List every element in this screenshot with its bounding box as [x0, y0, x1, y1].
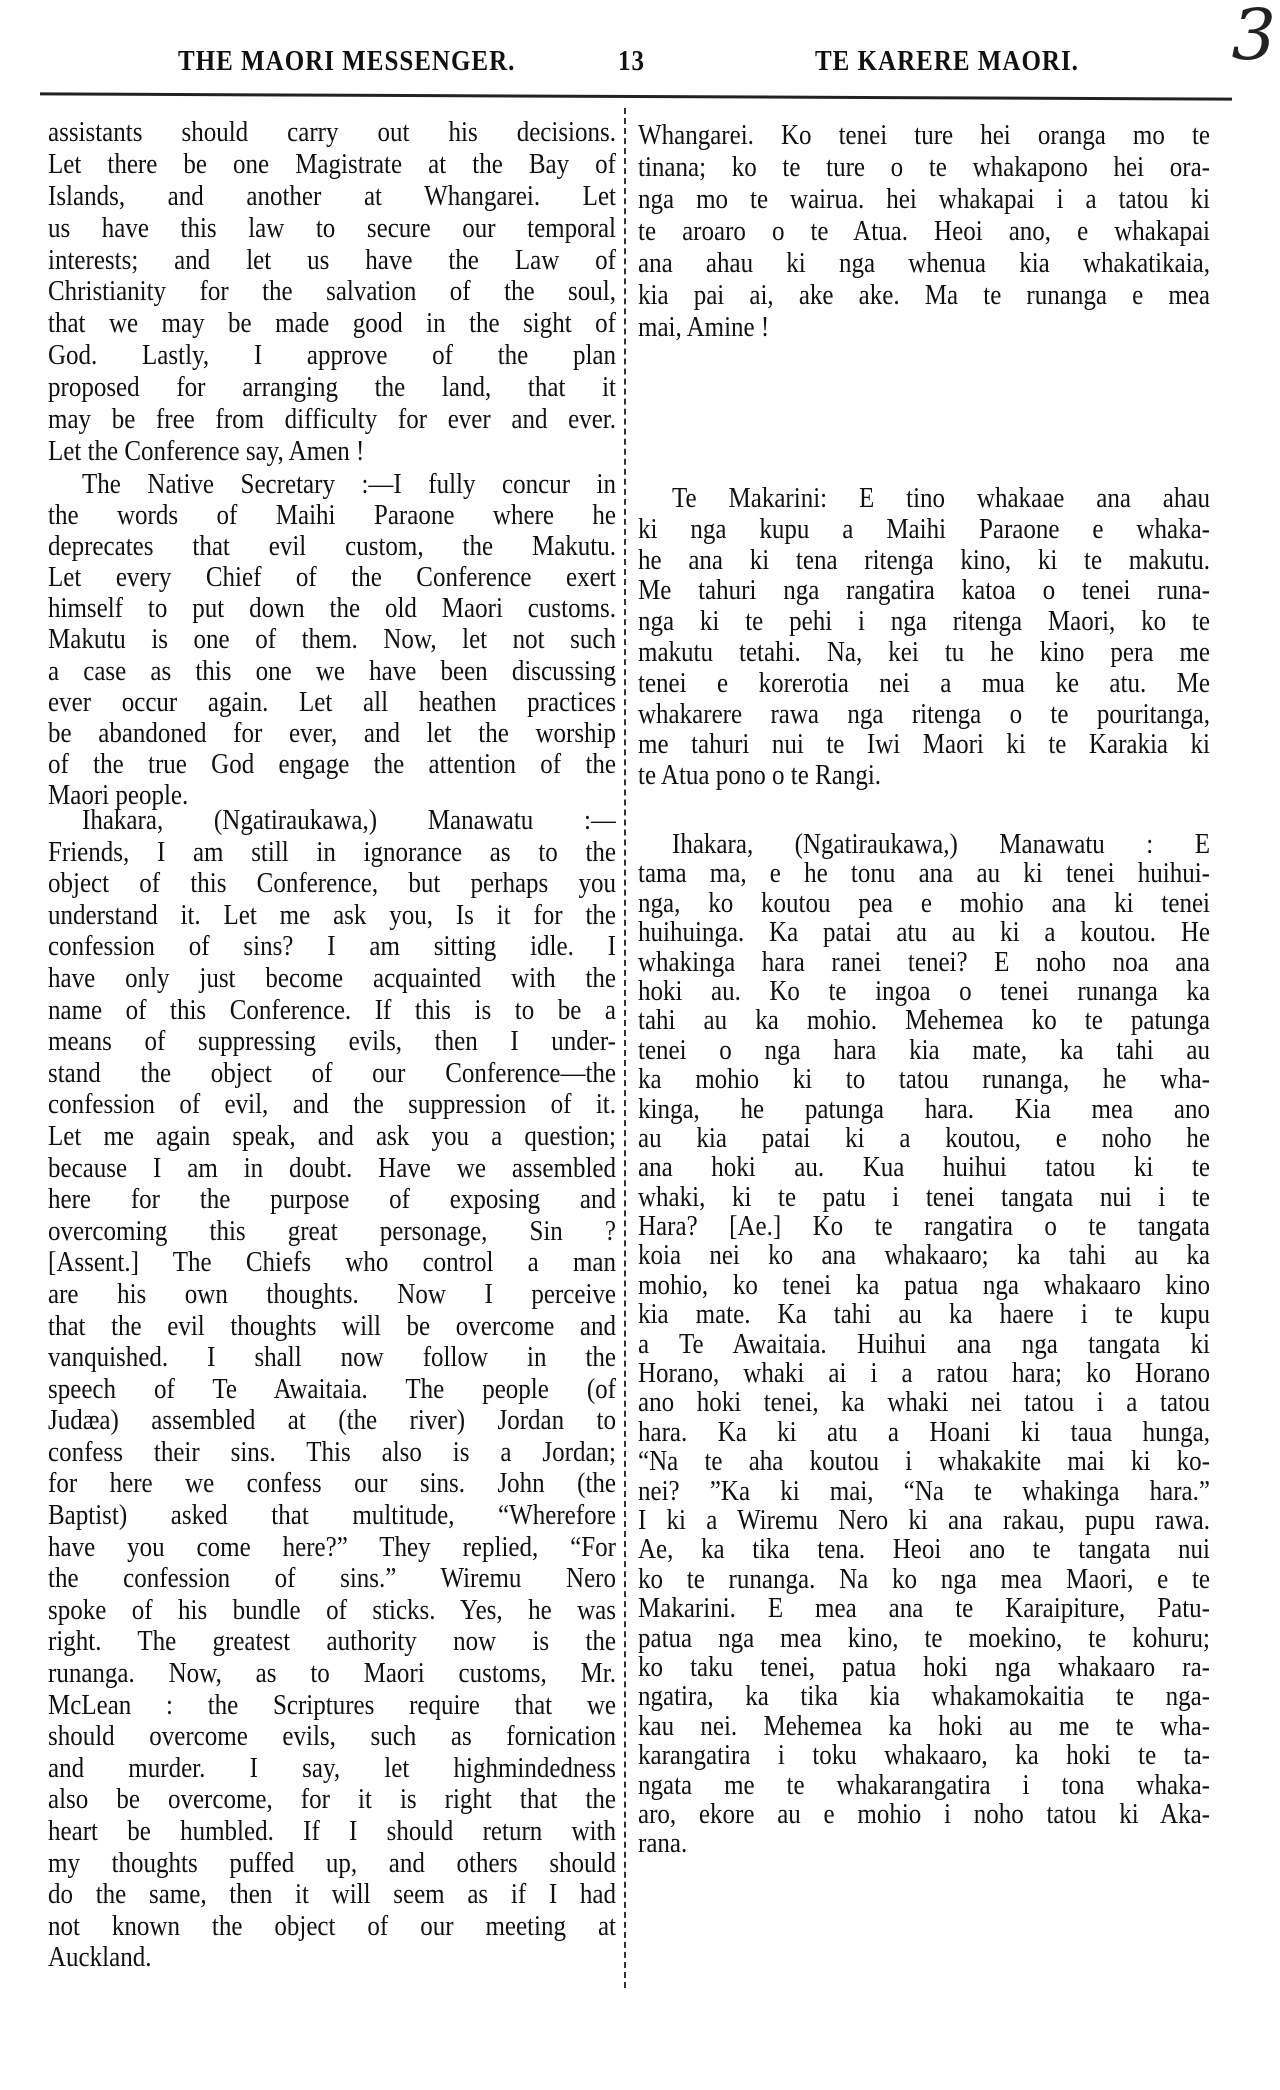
text-line: ko te runanga. Na ko nga mea Maori, e te: [638, 1564, 1210, 1595]
text-line: ana hoki au. Kua huihui tatou ki te: [638, 1152, 1210, 1183]
text-line: Ihakara, (Ngatiraukawa,) Manawatu :—: [82, 805, 616, 836]
text-line: not known the object of our meeting at: [48, 1911, 616, 1942]
text-line: hara. Ka ki atu a Hoani ki taua hunga,: [638, 1417, 1210, 1448]
text-line: that we may be made good in the sight of: [48, 308, 616, 339]
text-line: Me tahuri nga rangatira katoa o tenei runa-: [638, 575, 1210, 606]
text-line: tama ma, e he tonu ana au ki tenei huihui-: [638, 858, 1210, 889]
text-line: Te Makarini: E tino whakaae ana ahau: [672, 483, 1210, 514]
text-line: himself to put down the old Maori customs.: [48, 593, 616, 624]
header-rule: [40, 92, 1232, 100]
paragraph: [638, 830, 1210, 1859]
text-line: patua nga mea kino, te moekino, te kohuru;: [638, 1622, 1210, 1654]
text-line: tenei o nga hara kia mate, ka tahi au: [638, 1035, 1210, 1066]
text-line: assistants should carry out his decisions.: [48, 117, 616, 148]
text-line: heart be humbled. If I should return with: [48, 1816, 616, 1847]
text-line: Makarini. E mea ana te Karaipiture, Patu-: [638, 1593, 1210, 1624]
text-line: mai, Amine !: [638, 312, 770, 343]
text-line: kia pai ai, ake ake. Ma te runanga e mea: [638, 280, 1210, 311]
text-line: understand it. Let me ask you, Is it for the: [48, 900, 616, 931]
text-line: ana ahau ki nga whenua kia whakatikaia,: [638, 248, 1210, 279]
text-line: ngatira, ka tika kia whakamokaitia te nga-: [638, 1681, 1210, 1712]
text-line: whaki, ki te patu i tenei tangata nui i te: [638, 1182, 1210, 1213]
text-line: means of suppressing evils, then I under-: [48, 1026, 616, 1057]
text-line: Hara? [Ae.] Ko te rangatira o te tangata: [638, 1211, 1210, 1242]
text-line: stand the object of our Conference—the: [48, 1058, 616, 1089]
text-line: te aroaro o te Atua. Heoi ano, e whakapai: [638, 216, 1210, 247]
text-line: deprecates that evil custom, the Makutu.: [48, 531, 616, 562]
text-line: [Assent.] The Chiefs who control a man: [48, 1247, 616, 1278]
text-line: nga ki te pehi i nga ritenga Maori, ko te: [638, 606, 1210, 637]
text-line: spoke of his bundle of sticks. Yes, he was: [48, 1595, 616, 1626]
text-line: kia mate. Ka tahi au ka haere i te kupu: [638, 1299, 1210, 1330]
text-line: have only just become acquainted with the: [48, 963, 616, 994]
text-line: kau nei. Mehemea ka hoki au me te wha-: [638, 1711, 1210, 1742]
text-line: aro, ekore au e mohio i noho tatou ki Aka-: [638, 1799, 1210, 1830]
column-divider: [624, 108, 626, 1988]
text-line: that the evil thoughts will be overcome and: [48, 1310, 616, 1342]
text-line: kinga, he patunga hara. Kia mea ano: [638, 1093, 1210, 1125]
text-line: runanga. Now, as to Maori customs, Mr.: [48, 1658, 616, 1689]
text-line: whakinga hara ranei tenei? E noho noa ana: [638, 946, 1210, 978]
text-line: au kia patai ki a koutou, e noho he: [638, 1123, 1210, 1154]
text-line: right. The greatest authority now is the: [48, 1626, 616, 1658]
masthead-english: THE MAORI MESSENGER.: [178, 45, 516, 77]
text-line: are his own thoughts. Now I perceive: [48, 1279, 616, 1310]
text-line: “Na te aha koutou i whakakite mai ki ko-: [638, 1446, 1210, 1477]
paragraph: [48, 117, 616, 468]
text-line: Makutu is one of them. Now, let not such: [48, 624, 616, 656]
text-line: my thoughts puffed up, and others should: [48, 1847, 616, 1879]
paragraph: [638, 120, 1210, 344]
text-line: interests; and let us have the Law of: [48, 244, 616, 276]
text-line: nei? ”Ka ki mai, “Na te whakinga hara.”: [638, 1475, 1210, 1507]
paragraph: [638, 484, 1210, 792]
text-line: name of this Conference. If this is to be a: [48, 994, 616, 1026]
text-line: I ki a Wiremu Nero ki ana rakau, pupu rawa.: [638, 1505, 1210, 1536]
text-line: object of this Conference, but perhaps you: [48, 868, 616, 899]
text-line: Let every Chief of the Conference exert: [48, 562, 616, 593]
text-line: because I am in doubt. Have we assembled: [48, 1152, 616, 1184]
text-line: God. Lastly, I approve of the plan: [48, 340, 616, 371]
text-line: te Atua pono o te Rangi.: [638, 760, 882, 791]
text-line: of the true God engage the attention of the: [48, 749, 616, 780]
text-line: rana.: [638, 1828, 688, 1859]
text-line: Let the Conference say, Amen !: [48, 436, 365, 467]
text-line: have you come here?” They replied, “For: [48, 1532, 616, 1563]
text-line: The Native Secretary :—I fully concur in: [82, 469, 616, 500]
text-line: also be overcome, for it is right that the: [48, 1784, 616, 1815]
text-line: ano hoki tenei, ka whaki nei tatou i a tatou: [638, 1387, 1210, 1419]
page-mark: 3: [1231, 0, 1276, 76]
text-line: mohio, ko tenei ka patua nga whakaaro kino: [638, 1270, 1210, 1301]
text-line: Auckland.: [48, 1942, 152, 1973]
page-number: 13: [618, 45, 645, 77]
text-line: Judæa) assembled at (the river) Jordan to: [48, 1405, 616, 1436]
text-line: Friends, I am still in ignorance as to the: [48, 836, 616, 868]
text-line: Maori people.: [48, 780, 189, 811]
paragraph: [48, 469, 616, 811]
text-line: confess their sins. This also is a Jordan;: [48, 1437, 616, 1468]
text-line: Let me again speak, and ask you a question;: [48, 1121, 616, 1152]
text-line: Horano, whaki ai i a ratou hara; ko Horano: [638, 1358, 1210, 1389]
text-line: here for the purpose of exposing and: [48, 1184, 616, 1215]
text-line: a case as this one we have been discussing: [48, 655, 616, 687]
text-line: Whangarei. Ko tenei ture hei oranga mo te: [638, 120, 1210, 151]
text-line: us have this law to secure our temporal: [48, 212, 616, 244]
text-line: Islands, and another at Whangarei. Let: [48, 181, 616, 212]
text-line: ko taku tenei, patua hoki nga whakaaro ra-: [638, 1652, 1210, 1683]
text-line: me tahuri nui te Iwi Maori ki te Karakia ki: [638, 729, 1210, 760]
text-line: confession of sins? I am sitting idle. I: [48, 931, 616, 962]
text-line: nga mo te wairua. hei whakapai i a tatou ki: [638, 184, 1210, 215]
text-line: Ae, ka tika tena. Heoi ano te tangata nui: [638, 1534, 1210, 1565]
text-line: be abandoned for ever, and let the worship: [48, 718, 616, 749]
text-line: ever occur again. Let all heathen practices: [48, 687, 616, 718]
text-line: the words of Maihi Paraone where he: [48, 500, 616, 531]
text-line: makutu tetahi. Na, kei tu he kino pera me: [638, 637, 1210, 668]
paragraph: [48, 805, 616, 1974]
text-line: tinana; ko te ture o te whakapono hei ora-: [638, 152, 1210, 183]
text-line: ki nga kupu a Maihi Paraone e whaka-: [638, 514, 1210, 545]
text-line: karangatira i toku whakaaro, ka hoki te ta-: [638, 1740, 1210, 1771]
text-line: overcoming this great personage, Sin ?: [48, 1216, 616, 1247]
text-line: he ana ki tena ritenga kino, ki te makutu.: [638, 544, 1210, 576]
text-line: tahi au ka mohio. Mehemea ko te patunga: [638, 1005, 1210, 1036]
text-line: speech of Te Awaitaia. The people (of: [48, 1374, 616, 1405]
text-line: ngata me te whakarangatira i tona whaka-: [638, 1769, 1210, 1801]
text-line: Let there be one Magistrate at the Bay of: [48, 149, 616, 180]
text-line: huihuinga. Ka patai atu au ki a koutou. He: [638, 917, 1210, 948]
text-line: tenei e korerotia nei a mua ke atu. Me: [638, 668, 1210, 699]
text-line: proposed for arranging the land, that it: [48, 372, 616, 403]
text-line: for here we confess our sins. John (the: [48, 1468, 616, 1500]
text-line: Christianity for the salvation of the soul,: [48, 276, 616, 308]
text-line: ka mohio ki to tatou runanga, he wha-: [638, 1064, 1210, 1095]
text-line: should overcome evils, such as fornication: [48, 1721, 616, 1752]
text-line: koia nei ko ana whakaaro; ka tahi au ka: [638, 1240, 1210, 1272]
text-line: McLean : the Scriptures require that we: [48, 1689, 616, 1721]
text-line: nga, ko koutou pea e mohio ana ki tenei: [638, 888, 1210, 919]
text-line: and murder. I say, let highmindedness: [48, 1753, 616, 1784]
masthead-maori: TE KARERE MAORI.: [815, 45, 1079, 77]
text-line: Baptist) asked that multitude, “Wherefore: [48, 1500, 616, 1531]
text-line: whakarere rawa nga ritenga o te pouritanga,: [638, 698, 1210, 730]
text-line: confession of evil, and the suppression of it.: [48, 1089, 616, 1120]
text-line: vanquished. I shall now follow in the: [48, 1342, 616, 1373]
text-line: a Te Awaitaia. Huihui ana nga tangata ki: [638, 1328, 1210, 1360]
text-line: do the same, then it will seem as if I had: [48, 1879, 616, 1910]
text-line: hoki au. Ko te ingoa o tenei runanga ka: [638, 976, 1210, 1007]
text-line: the confession of sins.” Wiremu Nero: [48, 1563, 616, 1594]
text-line: Ihakara, (Ngatiraukawa,) Manawatu : E: [672, 829, 1210, 860]
text-line: may be free from difficulty for ever and ever.: [48, 404, 616, 435]
